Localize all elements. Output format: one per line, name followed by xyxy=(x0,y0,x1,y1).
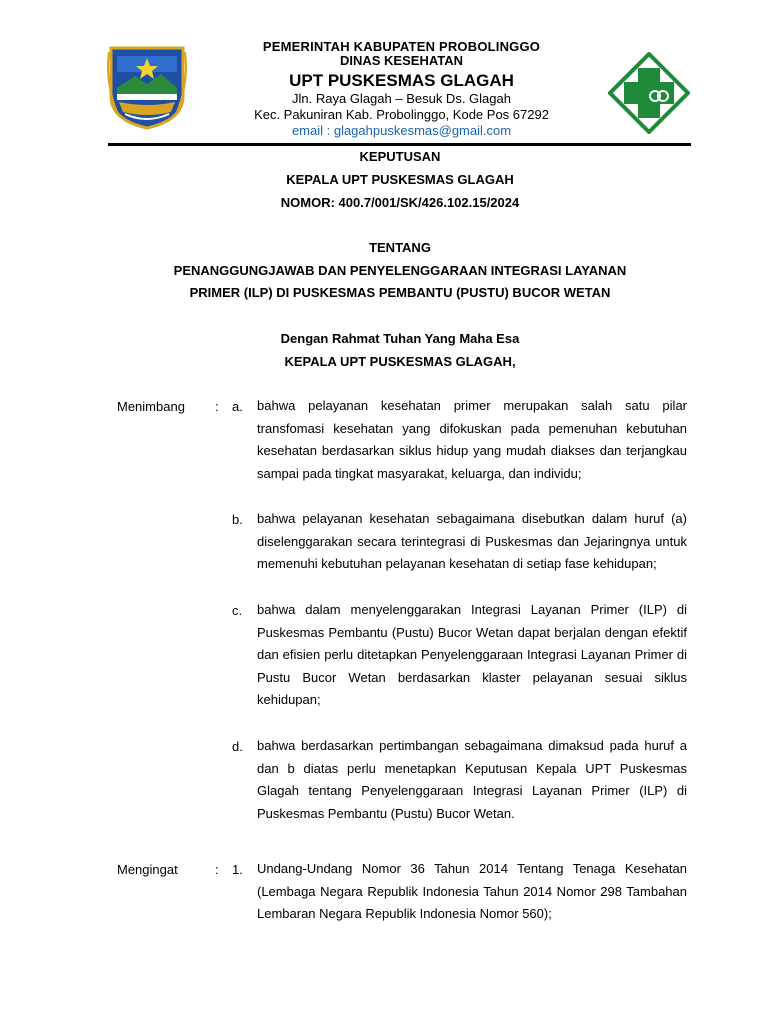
address-line-2: Kec. Pakuniran Kab. Probolinggo, Kode Pos 67292 xyxy=(254,107,549,122)
mengingat-item-mark: 1. xyxy=(232,862,243,877)
mengingat-colon: : xyxy=(215,862,219,877)
department-name: DINAS KESEHATAN xyxy=(339,53,464,68)
menimbang-item-text: bahwa pelayanan kesehatan sebagaimana disebutkan dalam huruf (a) diselenggarakan secara terintegrasi di Puskesmas dan Jejaringnya untuk memenuhi kebutuhan pelayanan kesehatan di setiap fase kehidupan; xyxy=(257,511,687,571)
letterhead-divider xyxy=(108,143,691,146)
menimbang-item-mark: c. xyxy=(232,603,243,618)
menimbang-label: Menimbang xyxy=(117,399,185,414)
menimbang-item-mark: a. xyxy=(232,399,243,414)
letterhead-text xyxy=(200,40,603,139)
puskesmas-logo-icon xyxy=(608,52,690,134)
mengingat-item-text: Undang-Undang Nomor 36 Tahun 2014 Tentang Tenaga Kesehatan (Lembaga Negara Republik Indonesia Tahun 2014 Nomor 298 Tambahan Lembaran Negara Republik Indonesia Nomor 560); xyxy=(257,861,687,921)
decree-issuer: KEPALA UPT PUSKESMAS GLAGAH xyxy=(286,172,514,187)
government-name: PEMERINTAH KABUPATEN PROBOLINGGO xyxy=(262,39,541,54)
decree-number: NOMOR: 400.7/001/SK/426.102.15/2024 xyxy=(280,195,520,210)
menimbang-item-mark: b. xyxy=(232,512,243,527)
subject-line-1: PENANGGUNGJAWAB DAN PENYELENGGARAAN INTEGRASI LAYANAN xyxy=(173,263,627,278)
institution-title: UPT PUSKESMAS GLAGAH xyxy=(289,71,514,90)
subject-line-2: PRIMER (ILP) DI PUSKESMAS PEMBANTU (PUSTU) BUCOR WETAN xyxy=(189,285,611,300)
address-line-1: Jln. Raya Glagah – Besuk Ds. Glagah xyxy=(292,91,511,106)
about-label: TENTANG xyxy=(369,240,431,255)
menimbang-item-text: bahwa pelayanan kesehatan primer merupakan salah satu pilar transfomasi kesehatan yang difokuskan pada pemenuhan kebutuhan kesehatan berdasarkan siklus hidup yang mudah diakses dan terjangkau sampai pada tingkat masyarakat, keluarga, dan individu; xyxy=(257,398,687,481)
mengingat-label: Mengingat xyxy=(117,862,178,877)
menimbang-item-mark: d. xyxy=(232,739,243,754)
letterhead xyxy=(0,0,768,150)
signatory-title: KEPALA UPT PUSKESMAS GLAGAH, xyxy=(284,354,516,369)
blessing: Dengan Rahmat Tuhan Yang Maha Esa xyxy=(280,331,520,346)
menimbang-item-text: bahwa berdasarkan pertimbangan sebagaimana dimaksud pada huruf a dan b diatas perlu menetapkan Keputusan Kepala UPT Puskesmas Glagah tentang Penyelenggaraan Integrasi Layanan Primer (ILP) di Puskesmas Pembantu (Pustu) Bucor Wetan. xyxy=(257,738,687,821)
menimbang-item-text: bahwa dalam menyelenggarakan Integrasi Layanan Primer (ILP) di Puskesmas Pembantu (Pustu) Bucor Wetan dapat berjalan dengan efektif dan efisien perlu ditetapkan Penyelenggaraan Integrasi Layanan Primer di Pustu Bucor Wetan berdasarkan klaster pelayanan sesuai siklus kehidupan; xyxy=(257,602,687,707)
email-address: email : glagahpuskesmas@gmail.com xyxy=(291,123,512,138)
decree-type: KEPUTUSAN xyxy=(359,149,441,164)
probolinggo-regency-emblem-icon xyxy=(107,42,187,130)
menimbang-colon: : xyxy=(215,399,219,414)
